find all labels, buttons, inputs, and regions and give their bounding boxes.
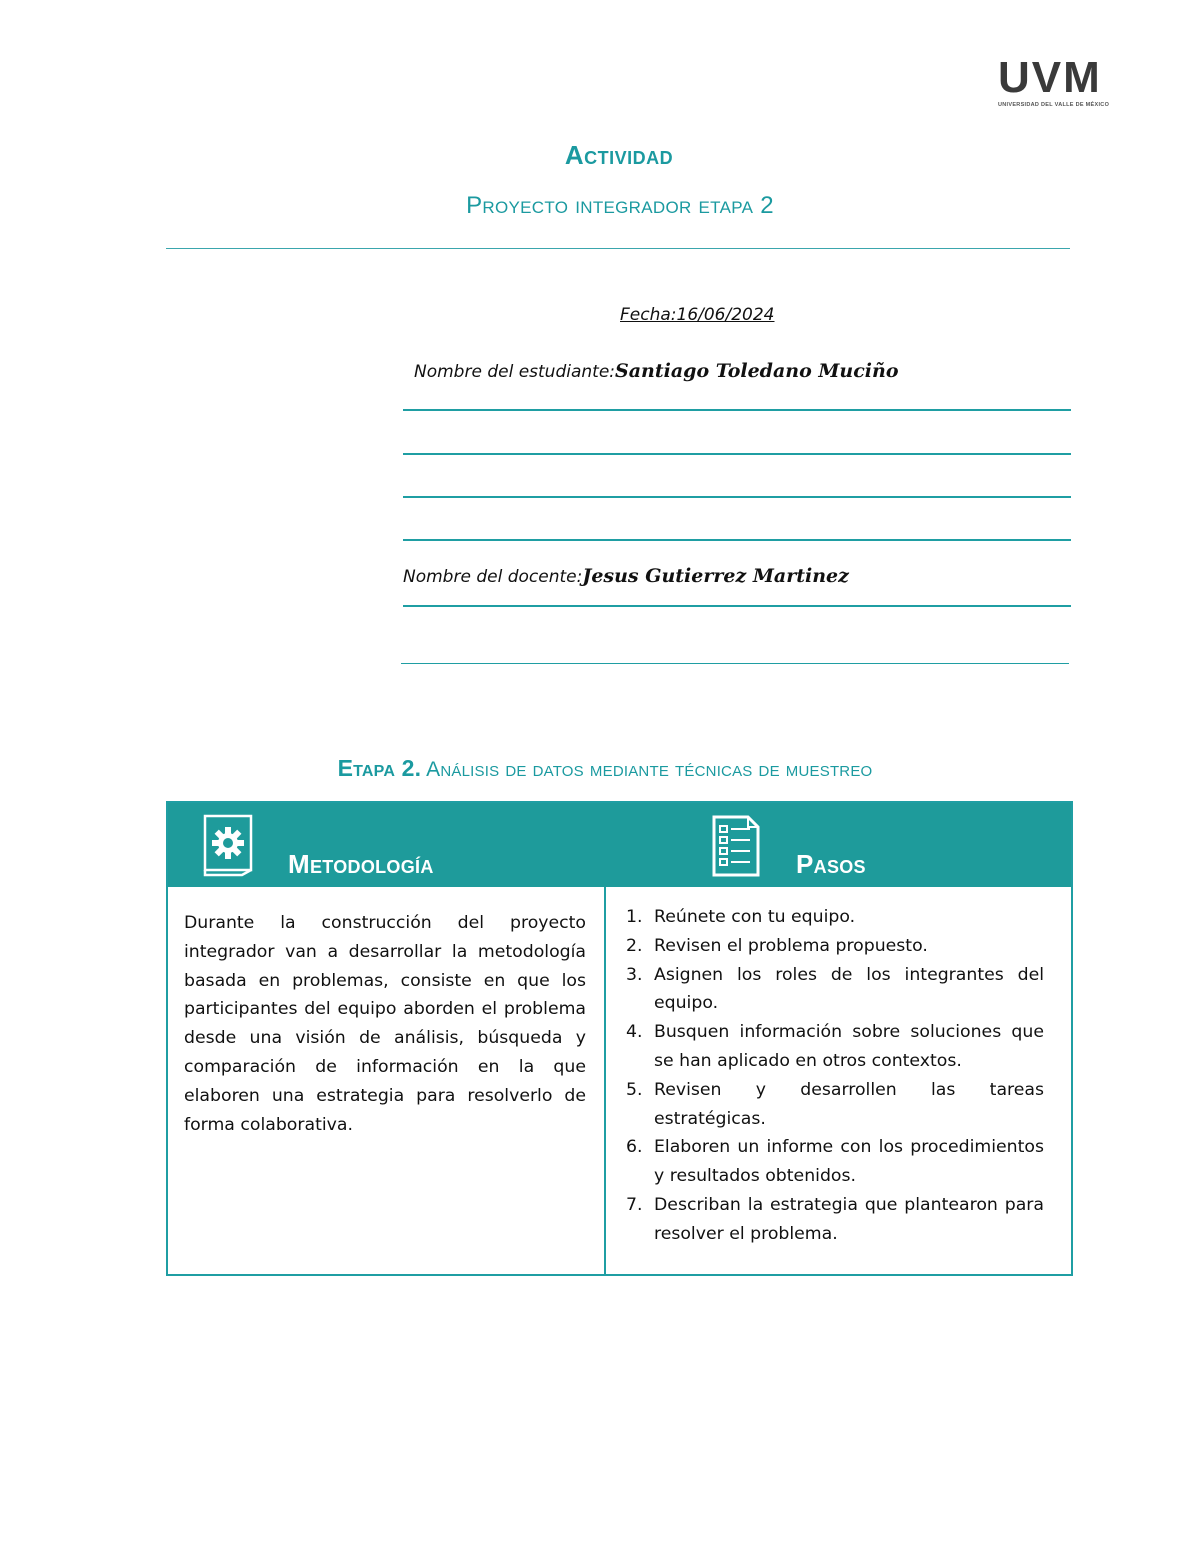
student-name-row bbox=[414, 360, 899, 382]
list-item bbox=[626, 1191, 1044, 1249]
step-text: Busquen información sobre soluciones que se han aplicado en otros contextos. bbox=[654, 1022, 1044, 1071]
list-item bbox=[626, 1076, 1044, 1134]
step-text: Revisen y desarrollen las tareas estratégicas. bbox=[654, 1079, 1044, 1129]
checklist-icon bbox=[710, 813, 762, 879]
form-line bbox=[403, 409, 1071, 411]
steps-header: Pasos bbox=[796, 849, 866, 879]
teacher-label: Nombre del docente: bbox=[403, 567, 583, 587]
page-title: Actividad bbox=[564, 140, 674, 170]
step-number: 5. bbox=[626, 1079, 643, 1100]
section-title bbox=[0, 755, 1200, 782]
step-number: 7. bbox=[626, 1194, 643, 1215]
table-header bbox=[168, 803, 1071, 887]
student-label: Nombre del estudiante: bbox=[414, 362, 616, 382]
list-item bbox=[626, 1133, 1044, 1191]
methodology-text: Durante la construcción del proyecto integrador van a desarrollar la metodología basada en problemas, consiste en que los participantes del equipo aborden el problema desde una visión de análisis, búsqueda y comparación de información en la que elaboren una estrategia para resolverlo de forma colaborativa. bbox=[184, 913, 586, 1135]
step-number: 3. bbox=[626, 964, 643, 985]
form-line bbox=[401, 663, 1069, 664]
list-item bbox=[626, 903, 1044, 932]
methodology-table bbox=[166, 801, 1073, 1276]
column-divider bbox=[604, 887, 606, 1276]
step-text: Describan la estrategia que plantearon para resolver el problema. bbox=[654, 1194, 1044, 1244]
form-line bbox=[403, 539, 1071, 541]
gear-document-icon bbox=[202, 813, 256, 879]
methodology-header: Metodología bbox=[288, 849, 434, 879]
student-name: Santiago Toledano Muciño bbox=[615, 360, 899, 382]
step-text: Elaboren un informe con los procedimientos y resultados obtenidos. bbox=[654, 1137, 1044, 1187]
list-item bbox=[626, 932, 1044, 961]
list-item bbox=[626, 961, 1044, 1019]
section-prefix: Etapa 2. bbox=[337, 755, 422, 781]
date-field: Fecha:16/06/2024 bbox=[620, 305, 775, 325]
teacher-name: Jesus Gutierrez Martinez bbox=[582, 565, 849, 587]
step-number: 1. bbox=[626, 907, 643, 927]
steps-list bbox=[626, 903, 1044, 1249]
list-item bbox=[626, 1018, 1044, 1076]
section-heading: Análisis de datos mediante técnicas de muestreo bbox=[426, 758, 873, 781]
step-number: 2. bbox=[626, 935, 643, 956]
form-line bbox=[403, 453, 1071, 455]
logo-subtitle: UNIVERSIDAD DEL VALLE DE MÉXICO bbox=[998, 102, 1110, 108]
step-text: Revisen el problema propuesto. bbox=[654, 935, 928, 956]
form-line bbox=[403, 496, 1071, 498]
teacher-name-row bbox=[403, 565, 849, 587]
header-divider bbox=[166, 248, 1070, 249]
form-line bbox=[403, 605, 1071, 607]
step-text: Reúnete con tu equipo. bbox=[654, 907, 856, 927]
logo-mark: UVM bbox=[998, 53, 1102, 102]
step-number: 4. bbox=[626, 1022, 643, 1043]
uvm-logo bbox=[998, 53, 1123, 108]
step-number: 6. bbox=[626, 1137, 643, 1158]
page-subtitle: Proyecto integrador etapa 2 bbox=[466, 192, 774, 219]
step-text: Asignen los roles de los integrantes del equipo. bbox=[654, 964, 1044, 1014]
